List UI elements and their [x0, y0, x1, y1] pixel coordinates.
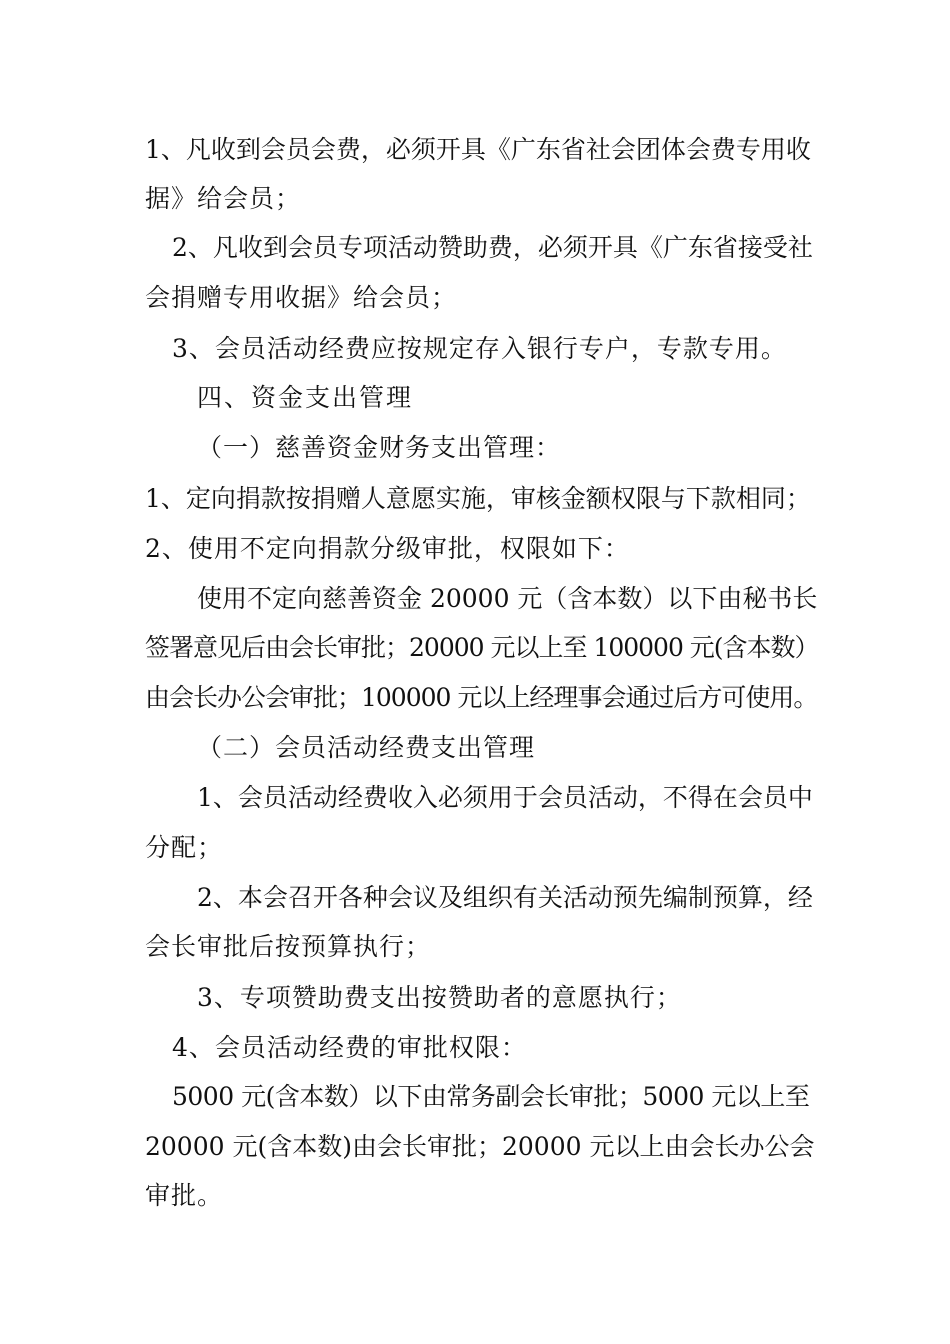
text-line-17: 会长审批后按预算执行； [145, 932, 432, 961]
text-line-20: 5000 元(含本数）以下由常务副会长审批；5000 元以上至 [172, 1082, 810, 1111]
text-line-21: 20000 元(含本数)由会长审批；20000 元以上由会长办公会 [145, 1132, 815, 1161]
text-line-14: 1、会员活动经费收入必须用于会员活动，不得在会员中 [197, 783, 813, 812]
text-line-18: 3、专项赞助费支出按赞助者的意愿执行； [197, 983, 682, 1012]
text-line-22: 审批。 [145, 1181, 224, 1210]
text-line-15: 分配； [145, 833, 224, 862]
text-line-8: 1、定向捐款按捐赠人意愿实施，审核金额权限与下款相同； [145, 484, 811, 513]
text-line-1: 1、凡收到会员会费，必须开具《广东省社会团体会费专用收 [145, 135, 811, 164]
subsection-heading-1: （一）慈善资金财务支出管理： [197, 433, 562, 462]
text-line-16: 2、本会召开各种会议及组织有关活动预先编制预算，经 [197, 883, 813, 912]
text-line-9: 2、使用不定向捐款分级审批，权限如下： [145, 534, 630, 563]
subsection-heading-2: （二）会员活动经费支出管理 [197, 733, 536, 762]
text-line-10: 使用不定向慈善资金 20000 元（含本数）以下由秘书长 [197, 584, 818, 613]
text-line-12: 由会长办公会审批；100000 元以上经理事会通过后方可使用。 [145, 683, 818, 712]
text-line-19: 4、会员活动经费的审批权限： [172, 1033, 527, 1062]
text-line-5: 3、会员活动经费应按规定存入银行专户，专款专用。 [172, 334, 787, 363]
text-line-11: 签署意见后由会长审批；20000 元以上至 100000 元(含本数） [145, 633, 819, 662]
text-line-3: 2、凡收到会员专项活动赞助费，必须开具《广东省接受社 [172, 233, 813, 262]
section-heading: 四、资金支出管理 [197, 383, 414, 412]
text-line-4: 会捐赠专用收据》给会员； [145, 283, 458, 312]
text-line-2: 据》给会员； [145, 184, 302, 213]
